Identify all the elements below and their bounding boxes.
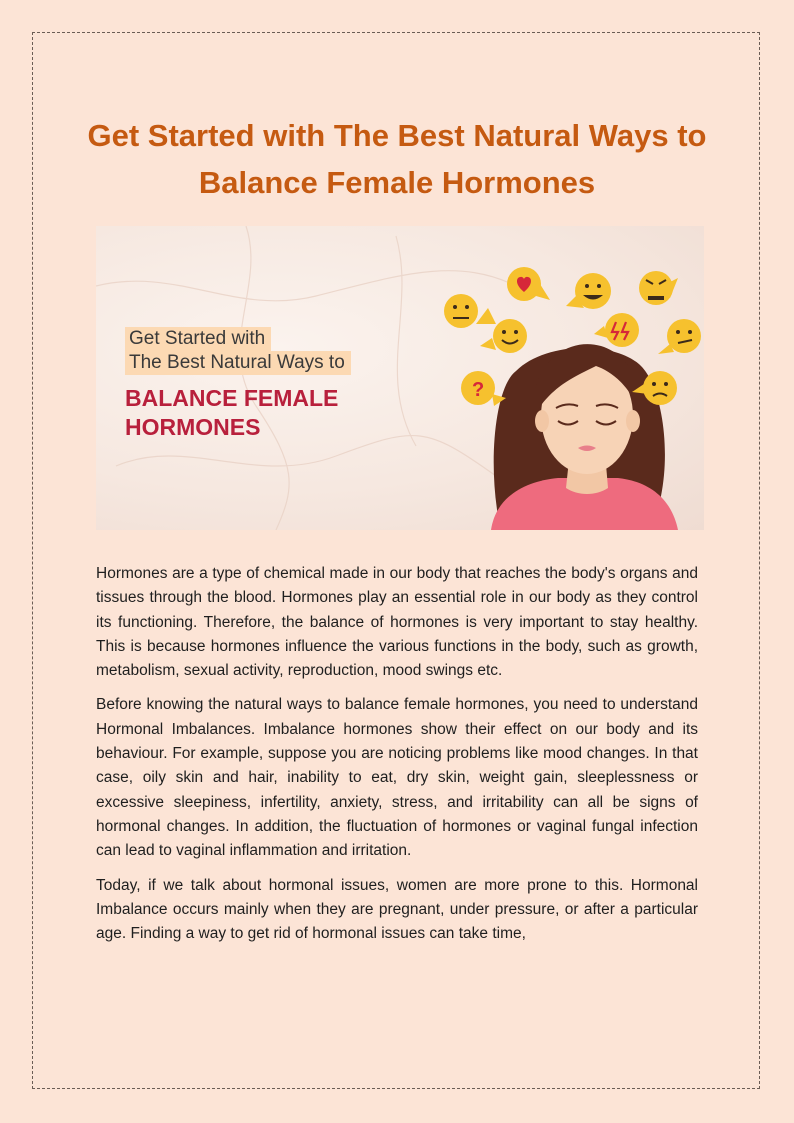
banner-line-2: The Best Natural Ways to — [125, 351, 351, 375]
banner-line-1: Get Started with — [125, 327, 271, 351]
banner-line-4: HORMONES — [125, 414, 261, 440]
paragraph-1: Hormones are a type of chemical made in our body that reaches the body's organs and tissues through the blood. Hormones play an essential role in our body as they control its functioning. Therefore, the balance of hormones is very important to stay healthy. This is because hormones influence the various functions in the body, such as growth, metabolism, sexual activity, reproduction, mood swings etc. — [96, 565, 698, 680]
svg-text:?: ? — [472, 379, 485, 401]
article-body — [96, 562, 698, 956]
banner-illustration — [96, 226, 704, 530]
banner-image — [96, 226, 704, 530]
banner-line-3: BALANCE FEMALE — [125, 385, 339, 411]
page-title: Get Started with The Best Natural Ways to Balance Female Hormones — [87, 118, 707, 200]
woman-illustration — [491, 344, 678, 530]
paragraph-3: Today, if we talk about hormonal issues, women are more prone to this. Hormonal Imbalance occurs mainly when they are pregnant, under pressure, or after a particular age. Finding a way to get rid of hormonal issues can take time, — [96, 876, 698, 943]
paragraph-2: Before knowing the natural ways to balance female hormones, you need to understand Hormonal Imbalances. Imbalance hormones show their effect on our body and its behaviour. For example, suppose you are noticing problems like mood changes. In that case, oily skin and hair, inability to eat, dry skin, weight gain, sleeplessness or excessive sleepiness, infertility, anxiety, stress, and irritability can all be signs of hormonal changes. In addition, the fluctuation of hormones or vaginal fungal infection can lead to vaginal inflammation and irritation. — [96, 696, 698, 860]
